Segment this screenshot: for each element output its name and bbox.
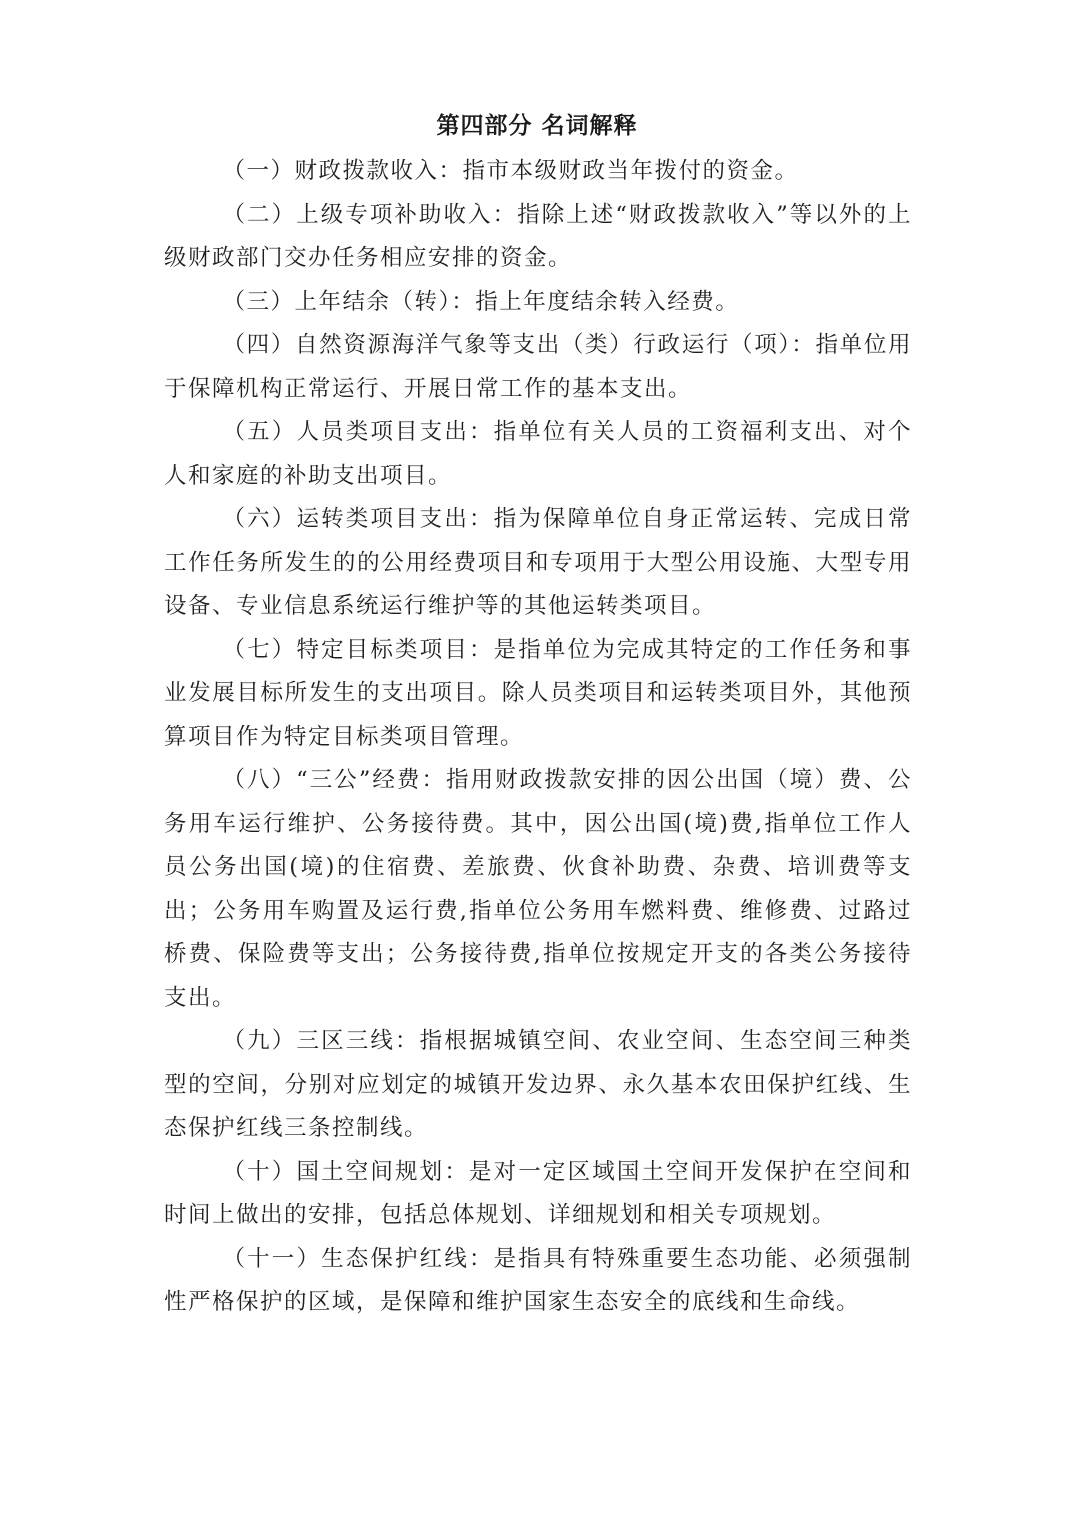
- page-title: 第四部分 名词解释: [436, 113, 638, 139]
- paragraph-specific-target-project: （七）特定目标类项目：是指单位为完成其特定的工作任务和事业发展目标所发生的支出项目。除人员类项目和运转类项目外，其他预算项目作为特定目标类项目管理。: [164, 636, 912, 750]
- paragraph-prior-year-balance: （三）上年结余（转）：指上年度结余转入经费。: [222, 288, 740, 315]
- paragraph-operational-project-expenditure: （六）运转类项目支出：指为保障单位自身正常运转、完成日常工作任务所发生的的公用经费项目和专项用于大型公用设施、大型专用设备、专业信息系统运行维护等的其他运转类项目。: [164, 506, 912, 619]
- document-body: [164, 150, 912, 1325]
- paragraph-personnel-project-expenditure: （五）人员类项目支出：指单位有关人员的工资福利支出、对个人和家庭的补助支出项目。: [164, 419, 912, 489]
- paragraph-territorial-spatial-planning: （十）国土空间规划：是对一定区域国土空间开发保护在空间和时间上做出的安排，包括总体规划、详细规划和相关专项规划。: [164, 1158, 912, 1228]
- paragraph-special-subsidy-income: （二）上级专项补助收入：指除上述“财政拨款收入”等以外的上级财政部门交办任务相应安排的资金。: [164, 201, 912, 271]
- paragraph-three-zones-three-lines: （九）三区三线：指根据城镇空间、农业空间、生态空间三种类型的空间，分别对应划定的城镇开发边界、永久基本农田保护红线、生态保护红线三条控制线。: [164, 1028, 912, 1141]
- paragraph-administrative-operation: （四）自然资源海洋气象等支出（类）行政运行（项）：指单位用于保障机构正常运行、开展日常工作的基本支出。: [164, 332, 912, 402]
- paragraph-three-public-expenses: （八）“三公”经费：指用财政拨款安排的因公出国（境）费、公务用车运行维护、公务接待费。其中，因公出国(境)费,指单位工作人员公务出国(境)的住宿费、差旅费、伙食补助费、杂费、培训费等支出；公务用车购置及运行费,指单位公务用车燃料费、维修费、过路过桥费、保险费等支出；公务接待费,指单位按规定开支的各类公务接待支出。: [164, 767, 912, 1011]
- paragraph-ecological-protection-redline: （十一）生态保护红线：是指具有特殊重要生态功能、必须强制性严格保护的区域，是保障和维护国家生态安全的底线和生命线。: [164, 1245, 912, 1315]
- paragraph-fiscal-appropriation-income: （一）财政拨款收入：指市本级财政当年拨付的资金。: [222, 158, 799, 184]
